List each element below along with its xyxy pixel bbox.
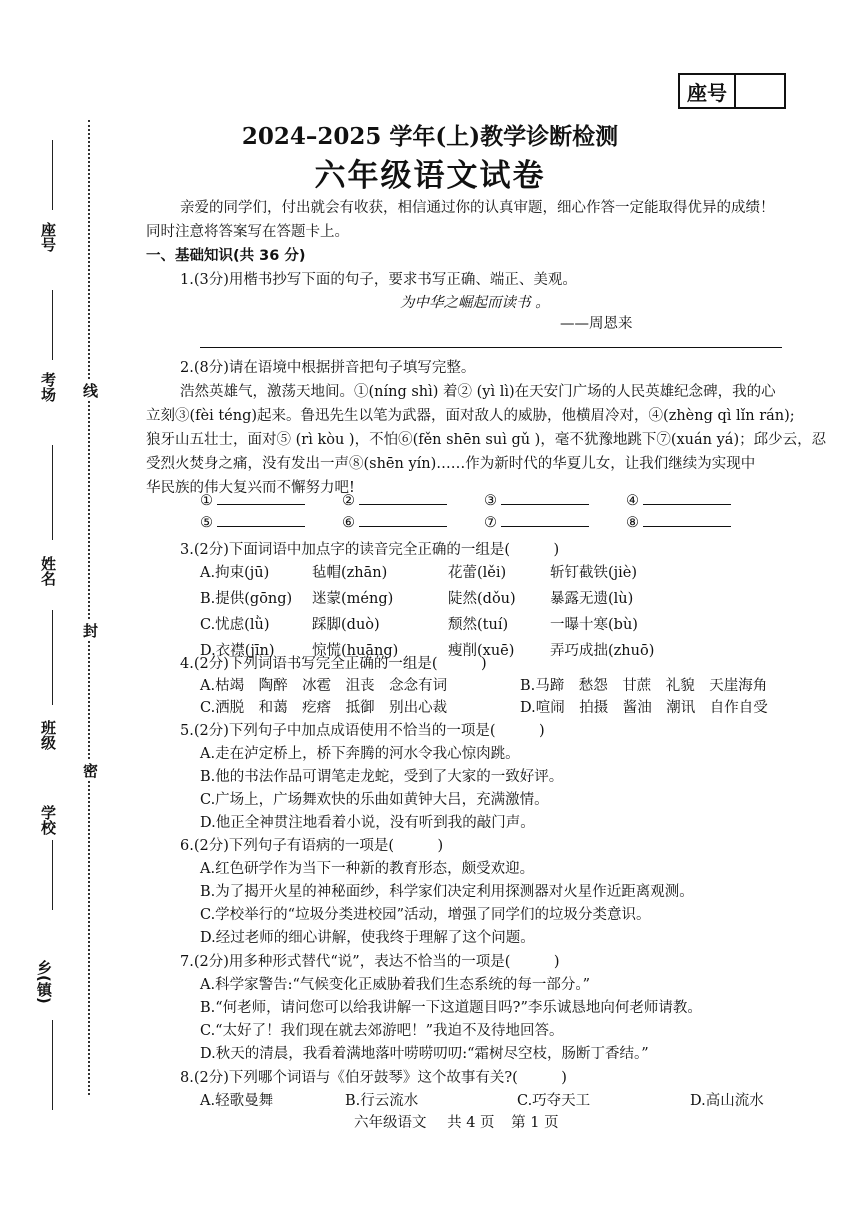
q2-blank-1[interactable] [217,492,305,505]
q3-d-3: 瘦削(xuē) [448,643,515,659]
q2-line-3: 狼牙山五壮士，面对⑤ (rì kòu )，不怕⑥(fěn shēn suì gǔ )，毫不犹豫地跳下⑦(xuán yá)；邱少云，忍 [146,432,827,448]
q6-option-a[interactable]: A.红色研学作为当下一种新的教育形态，颇受欢迎。 [200,861,535,877]
binding-mark-secret: 密 [80,760,101,781]
seat-number-box [678,73,786,109]
q2-blank-label-1: ① [200,493,213,509]
binding-town-line [52,1020,53,1110]
q3-c-1[interactable]: C.忧虑(lǜ) [200,617,270,633]
q3-a-1[interactable]: A.拘束(jū) [200,565,270,581]
binding-class-line [52,610,53,705]
q3-c-2: 踩脚(duò) [312,617,380,633]
footer-total-pages: 共 4 页 [447,1115,495,1131]
q2-blank-label-6: ⑥ [342,515,355,531]
footer-subject: 六年级语文 [354,1115,427,1131]
q2-blanks-row-1 [200,492,768,509]
q5-option-d[interactable]: D.他正全神贯注地看着小说，没有听到我的敲门声。 [200,815,535,831]
q1-quote: 为中华之崛起而读书 。 [400,295,550,311]
q7-option-b[interactable]: B.“何老师，请问您可以给我讲解一下这道题目吗?”李乐诚恳地向何老师请教。 [200,1000,702,1016]
q2-blanks-row-2 [200,514,768,531]
q2-blank-label-2: ② [342,493,355,509]
q2-line-2: 立刻③(fèi téng)起来。鲁迅先生以笔为武器，面对敌人的威胁，他横眉冷对，④(zhèng qì lǐn rán); [146,408,795,424]
q2-line-1: 浩然英雄气，激荡天地间。①(níng shì) 着② (yì lì)在天安门广场的人民英雄纪念碑，我的心 [180,384,776,400]
q4-option-c[interactable]: C.洒脱 和蔼 疙瘩 抵御 别出心裁 [200,700,448,716]
q2-stem: 2.(8分)请在语境中根据拼音把句子填写完整。 [180,360,476,376]
q3-b-1[interactable]: B.提供(gōng) [200,591,293,607]
q5-option-c[interactable]: C.广场上，广场舞欢快的乐曲如黄钟大吕，充满激情。 [200,792,549,808]
q2-blank-2[interactable] [359,492,447,505]
q8-option-c[interactable]: C.巧夺天工 [517,1093,591,1109]
section-1-title: 一、基础知识(共 36 分) [146,248,306,264]
q7-option-a[interactable]: A.科学家警告:“气候变化正威胁着我们生态系统的每一部分。” [200,977,591,993]
q3-b-3: 陡然(dǒu) [448,591,516,607]
q3-b-2: 迷蒙(méng) [312,591,394,607]
binding-seat-label: 座号 [39,222,57,252]
binding-school-label: 学校 [39,805,57,835]
q3-d-1[interactable]: D.衣襟(jīn) [200,643,275,659]
q6-option-b[interactable]: B.为了揭开火星的神秘面纱，科学家们决定利用探测器对火星作近距离观测。 [200,884,694,900]
q3-options [200,561,700,660]
intro-line-2: 同时注意将答案写在答题卡上。 [146,224,349,240]
q1-stem: 1.(3分)用楷书抄写下面的句子，要求书写正确、端正、美观。 [180,272,577,288]
q4-option-b[interactable]: B.马蹄 愁怨 甘蔗 礼貌 天崖海角 [520,678,768,694]
binding-mark-line: 线 [80,380,101,401]
q3-a-4: 斩钉截铁(jiè) [550,565,638,581]
q8-option-b[interactable]: B.行云流水 [345,1093,419,1109]
q2-blank-label-7: ⑦ [484,515,497,531]
q6-stem: 6.(2分)下列句子有语病的一项是( ) [180,838,444,854]
q2-blank-7[interactable] [501,514,589,527]
q2-blank-label-4: ④ [626,493,639,509]
q5-stem: 5.(2分)下列句子中加点成语使用不恰当的一项是( ) [180,723,545,739]
q3-d-4: 弄巧成拙(zhuō) [550,643,655,659]
binding-name-label: 姓名 [39,556,57,586]
binding-mark-seal: 封 [80,620,101,641]
q3-a-2: 毡帽(zhān) [312,565,388,581]
q5-option-b[interactable]: B.他的书法作品可谓笔走龙蛇，受到了大家的一致好评。 [200,769,564,785]
q6-option-c[interactable]: C.学校举行的“垃圾分类进校园”活动，增强了同学们的垃圾分类意识。 [200,907,651,923]
q3-a-3: 花蕾(lěi) [448,565,507,581]
exam-title: 六年级语文试卷 [314,158,546,194]
exam-year-line: 2024–2025 学年(上)教学诊断检测 [241,123,619,150]
q7-option-c[interactable]: C.“太好了！我们现在就去郊游吧！”我迫不及待地回答。 [200,1023,564,1039]
q2-blank-6[interactable] [359,514,447,527]
binding-room-line [52,290,53,360]
q2-blank-3[interactable] [501,492,589,505]
footer-page-number: 第 1 页 [511,1115,559,1131]
binding-room-label: 考场 [39,372,57,402]
q3-d-2: 惊慌(huāng) [312,643,399,659]
binding-class-label: 班级 [39,720,57,750]
q8-option-d[interactable]: D.高山流水 [690,1093,764,1109]
q1-author: ——周恩来 [560,316,633,332]
q8-stem: 8.(2分)下列哪个词语与《伯牙鼓琴》这个故事有关?( ) [180,1070,567,1086]
q7-stem: 7.(2分)用多种形式替代“说”，表达不恰当的一项是( ) [180,954,560,970]
q2-blank-label-3: ③ [484,493,497,509]
binding-name-line [52,445,53,540]
q3-stem: 3.(2分)下面词语中加点字的读音完全正确的一组是( ) [180,542,560,558]
q7-option-d[interactable]: D.秋天的清晨，我看着满地落叶唠唠叨叨:“霜树尽空枝，肠断丁香结。” [200,1046,649,1062]
binding-town-label: 乡(镇) [35,960,53,1004]
binding-dotted-line [88,120,90,1095]
q4-option-d[interactable]: D.喧闹 拍摄 酱油 潮讯 自作自受 [520,700,768,716]
q2-blank-4[interactable] [643,492,731,505]
intro-line-1: 亲爱的同学们，付出就会有收获，相信通过你的认真审题，细心作答一定能取得优异的成绩！ [180,200,775,216]
q2-blank-5[interactable] [217,514,305,527]
q2-line-4: 受烈火焚身之痛，没有发出一声⑧(shēn yín)……作为新时代的华夏儿女，让我们继续为实现中 [146,456,756,472]
seat-number-label: 座号 [680,75,736,107]
q1-writing-line[interactable] [200,347,782,348]
q4-stem: 4.(2分)下列词语书写完全正确的一组是( ) [180,656,487,672]
q3-b-4: 暴露无遗(lù) [550,591,634,607]
q4-option-a[interactable]: A.枯竭 陶醉 冰雹 沮丧 念念有词 [200,678,448,694]
q3-c-3: 颓然(tuí) [448,617,509,633]
q6-option-d[interactable]: D.经过老师的细心讲解，使我终于理解了这个问题。 [200,930,535,946]
q5-option-a[interactable]: A.走在泸定桥上，桥下奔腾的河水令我心惊肉跳。 [200,746,520,762]
q8-option-a[interactable]: A.轻歌曼舞 [200,1093,274,1109]
q3-c-4: 一曝十寒(bù) [550,617,638,633]
binding-school-line [52,840,53,910]
q2-blank-label-8: ⑧ [626,515,639,531]
q2-blank-label-5: ⑤ [200,515,213,531]
footer [354,1111,559,1132]
q2-blank-8[interactable] [643,514,731,527]
q2-line-5: 华民族的伟大复兴而不懈努力吧! [146,480,355,496]
